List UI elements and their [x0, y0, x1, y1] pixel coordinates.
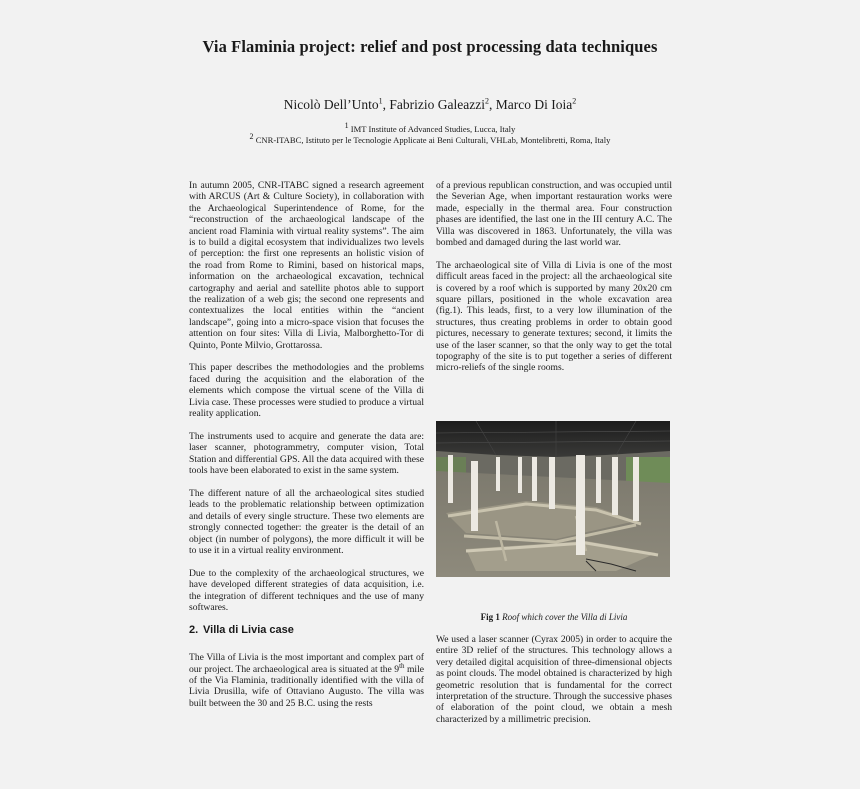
- figure-label: Fig 1: [480, 612, 500, 622]
- figure-caption: [436, 612, 672, 622]
- author-affiliation-mark: 2: [572, 96, 577, 106]
- author-affiliation-mark: 1: [378, 96, 383, 106]
- figure-caption-text: Roof which cover the Villa di Livia: [499, 612, 628, 622]
- paragraph: We used a laser scanner (Cyrax 2005) in order to acquire the entire 3D relief of the structures. This technology allows a very detailed digital acquisition of three-dimensional objects as point clouds. The model obtained is characterized by high geometric resolution that is fundamental for the correct interpretation of the structure. Through the successive phases of elaboration of the point cloud, we obtain a mesh characterized by a millimetric precision.: [436, 634, 672, 725]
- author-name: Nicolò Dell’Unto: [283, 97, 379, 112]
- author-affiliation-mark: 2: [484, 96, 489, 106]
- affiliation-mark: 2: [249, 132, 254, 142]
- paragraph-text: mile of the Via Flaminia, traditionally identified with the villa of Livia Drusilla, wife of Ottaviano Augusto. The villa was built between the 30 and 25 B.C. using the rests: [189, 663, 425, 709]
- affiliation-mark: 1: [344, 121, 349, 131]
- photo-illustration: [436, 421, 670, 577]
- paragraph: of a previous republican construction, and was occupied until the Severian Age, when important restauration works were made, especially in the thermal area. Four construction phases are identified, the last one in the III century A.C. The Villa was discovered in 1863. Unfortunately, the villa was bombed and damaged during the last world war.: [436, 180, 672, 249]
- paragraph: The archaeological site of Villa di Livia is one of the most difficult areas faced in the project: all the archaeological site is covered by a roof which is supported by many 20x20 cm square pillars, positioned in the whole excavation area (fig.1). This leads, first, to a very low illumination of the structures, thus creating problems in order to obtain good pictures, necessary to generate textures; second, it limits the use of the laser scanner, so that the only way to get the total topography of the site is to put together a series of different micro-reliefs of the single rooms.: [436, 259, 672, 374]
- paragraph: The different nature of all the archaeological sites studied leads to the problematic relationship between optimization and details of every single structure. These two elements are strongly connected together: the greater is the detail of an object (in number of polygons), the more difficult it will be to use it in a virtual reality environment.: [189, 487, 424, 556]
- affiliation-text: CNR-ITABC, Istituto per le Tecnologie Applicate ai Beni Culturali, VHLab, Montelibretti, Roma, Italy: [253, 135, 611, 145]
- author-name: Marco Di Ioia: [495, 97, 573, 112]
- section-heading: [189, 625, 424, 636]
- author-name: Fabrizio Galeazzi: [389, 97, 485, 112]
- right-column: [436, 180, 672, 385]
- paper-title: Via Flaminia project: relief and post processing data techniques: [202, 37, 658, 56]
- left-column: [189, 180, 424, 721]
- paragraph: In autumn 2005, CNR-ITABC signed a research agreement with ARCUS (Art & Culture Society), in collaboration with the Archaeological Superintendence of Rome, for the “reconstruction of the archaeological landscape of the ancient road Flaminia with virtual reality systems”. The aim is to build a digital ecosystem that individualizes two levels of perception: the first one represents an holistic vision of the road from Rome to Rimini, based on historical maps, information on the archaeological excavation, technical cartography and aerial and satellite photos able to support the realization of a web gis; the second one represents and contextualizes the local entities within the “ancient landscape”, going into a micro-space vision that focuses the attention on four sites: Villa di Livia, Malborghetto-Tor di Quinto, Ponte Milvio, Grottarossa.: [189, 180, 424, 351]
- affiliation-text: IMT Institute of Advanced Studies, Lucca, Italy: [348, 124, 516, 134]
- author-separator: ,: [488, 97, 496, 112]
- paragraph: Due to the complexity of the archaeological structures, we have developed different strategies of data acquisition, i.e. the integration of different techniques and the use of many softwares.: [189, 567, 424, 613]
- section-title: Villa di Livia case: [203, 623, 294, 636]
- paragraph: The instruments used to acquire and generate the data are: laser scanner, photogrammetry, computer vision, Total Station and differential GPS. All the data acquired with these tools have been elaborated to exist in the same system.: [189, 430, 424, 477]
- figure-photo-villa-roof: [436, 421, 670, 577]
- affiliation-2: [0, 132, 860, 146]
- paragraph: [189, 652, 424, 709]
- affiliation-1: [0, 121, 860, 135]
- author-separator: ,: [382, 97, 390, 112]
- author-list: [0, 97, 860, 113]
- ordinal-suffix: th: [399, 661, 405, 670]
- paragraph-text: The Villa of Livia is the most important and complex part of our project. The archaeological area is situated at the 9: [189, 652, 424, 675]
- right-column-continued: [436, 634, 672, 737]
- paragraph: This paper describes the methodologies and the problems faced during the acquisition and the elaboration of the elements which compose the virtual scene of the Villa di Livia case. These processes were studied to produce a virtual reality application.: [189, 362, 424, 420]
- section-number: 2.: [189, 623, 199, 636]
